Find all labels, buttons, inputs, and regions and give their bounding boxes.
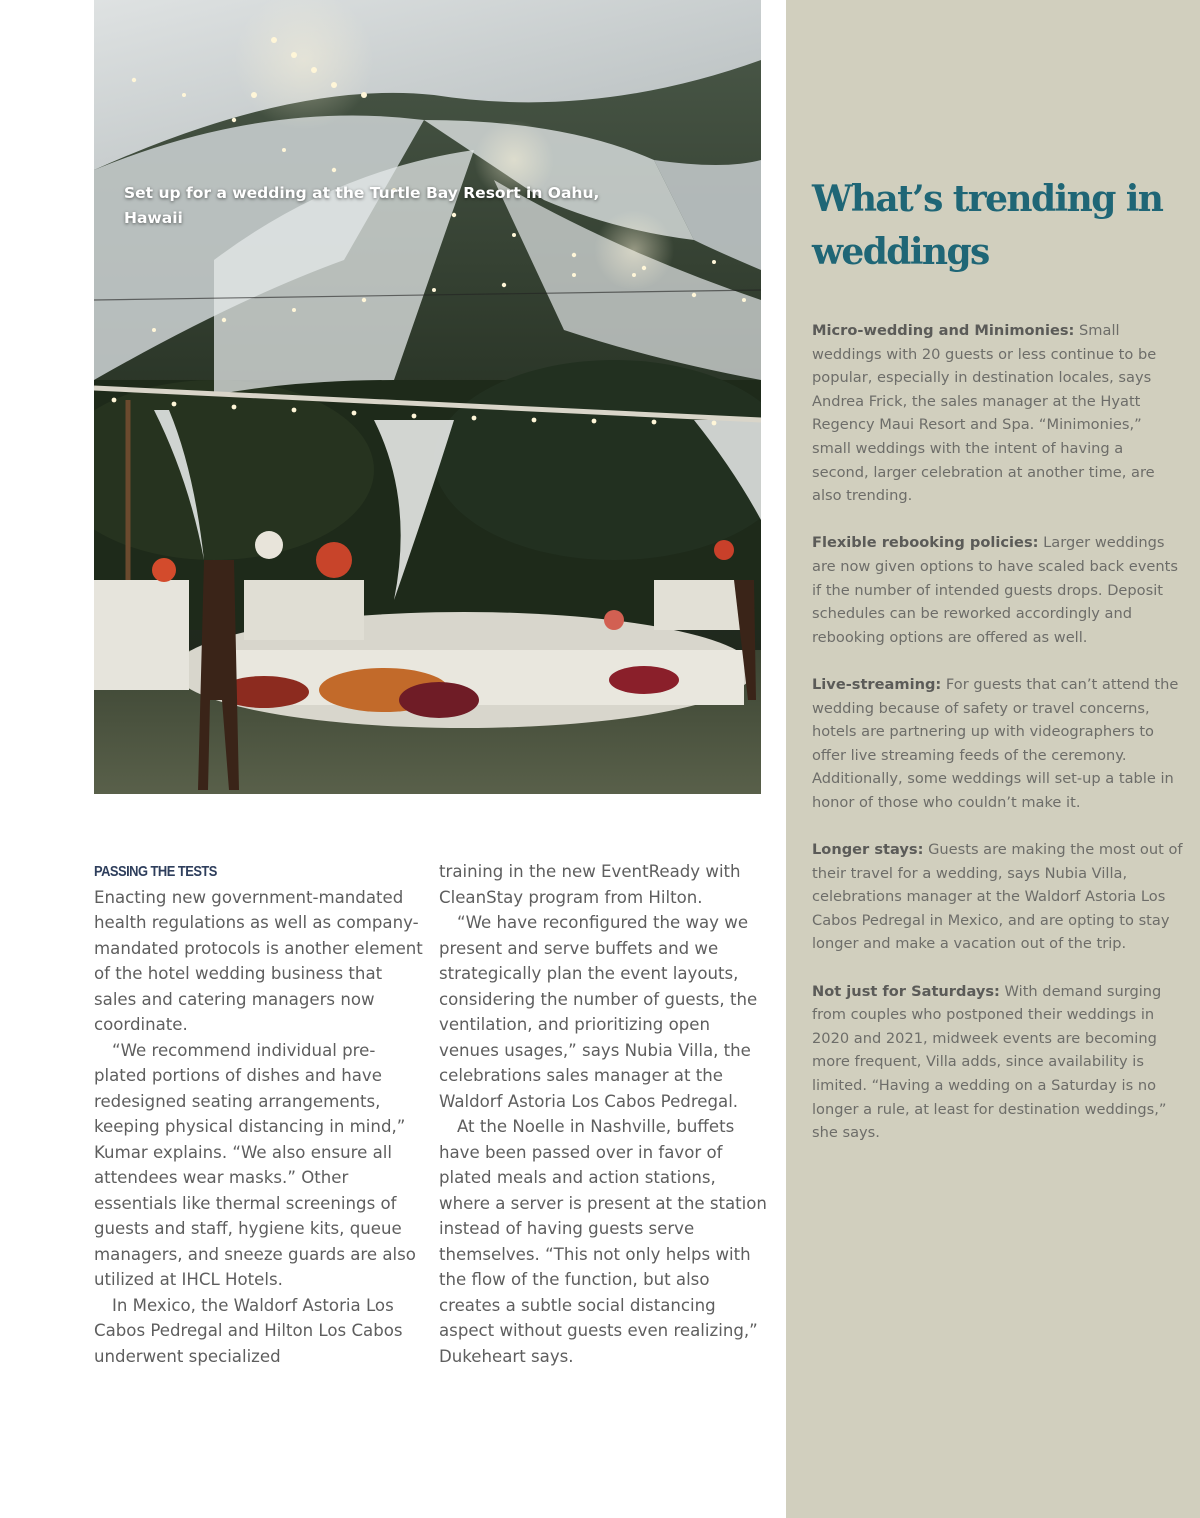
article-column-2 [439,859,769,1369]
trend-text: Guests are making the most out of their travel for a wedding, says Nubia Villa, celebrations manager at the Waldorf Astoria Los Cabos Pedregal in Mexico, and are opting to stay longer and make a vacation out of the trip. [812,841,1183,953]
article-paragraph: “We recommend individual pre-plated portions of dishes and have redesigned seating arrangements, keeping physical distancing in mind,” Kumar explains. “We also ensure all attendees wear masks.” Other essentials like thermal screenings of guests and staff, hygiene kits, queue managers, and sneeze guards are also utilized at IHCL Hotels. [94,1040,416,1289]
trend-item [812,673,1184,815]
article-paragraph: In Mexico, the Waldorf Astoria Los Cabos Pedregal and Hilton Los Cabos underwent specialized [94,1295,403,1366]
trend-item [812,319,1184,508]
trend-item [812,531,1184,649]
article-paragraph: Enacting new government-mandated health regulations as well as company-mandated protocols is another element of the hotel wedding business that sales and catering managers now coordinate. [94,887,423,1034]
trend-heading: Micro-wedding and Minimonies: [812,322,1075,339]
article-paragraph: At the Noelle in Nashville, buffets have been passed over in favor of plated meals and action stations, where a server is present at the station instead of having guests serve themselves. “This not only helps with the flow of the function, but also creates a subtle social distancing aspect without guests even realizing,” Dukeheart says. [439,1117,767,1366]
trend-text: Larger weddings are now given options to have scaled back events if the number of intended guests drops. Deposit schedules can be reworked accordingly and rebooking options are offered as well. [812,534,1178,646]
wedding-tent-illustration [94,0,761,794]
article-column-1 [94,859,424,1369]
sidebar-body [812,319,1184,1168]
trend-heading: Live-streaming: [812,675,942,693]
photo-caption: Set up for a wedding at the Turtle Bay Resort in Oahu, Hawaii [124,184,600,227]
article-paragraph: “We have reconfigured the way we present and serve buffets and we strategically plan the event layouts, considering the number of guests, the ventilation, and prioritizing open venues usages,” says Nubia Villa, the celebrations sales manager at the Waldorf Astoria Los Cabos Pedregal. [439,913,758,1111]
wedding-tent-photo [94,0,761,794]
section-kicker: PASSING THE TESTS [94,863,217,880]
trend-text: For guests that can’t attend the wedding because of safety or travel concerns, hotels are partnering up with videographers to offer live streaming feeds of the ceremony. Additionally, some weddings will set-up a table in honor of those who couldn’t make it. [812,675,1179,811]
sidebar-title: What’s trending in weddings [812,178,1163,273]
trend-item [812,838,1184,956]
trend-heading: Flexible rebooking policies: [812,534,1039,552]
article-paragraph: training in the new EventReady with CleanStay program from Hilton. [439,862,741,907]
trend-heading: Not just for Saturdays: [812,982,1000,1000]
trend-item [812,980,1184,1145]
trend-text: With demand surging from couples who postponed their weddings in 2020 and 2021, midweek events are becoming more frequent, Villa adds, since availability is limited. “Having a wedding on a Saturday is no longer a rule, at least for destination weddings,” she says. [812,982,1167,1142]
trend-text: Small weddings with 20 guests or less continue to be popular, especially in destination locales, says Andrea Frick, the sales manager at the Hyatt Regency Maui Resort and Spa. “Minimonies,” small weddings with the intent of having a second, larger celebration at another time, are also trending. [812,322,1157,505]
trend-heading: Longer stays: [812,841,924,859]
